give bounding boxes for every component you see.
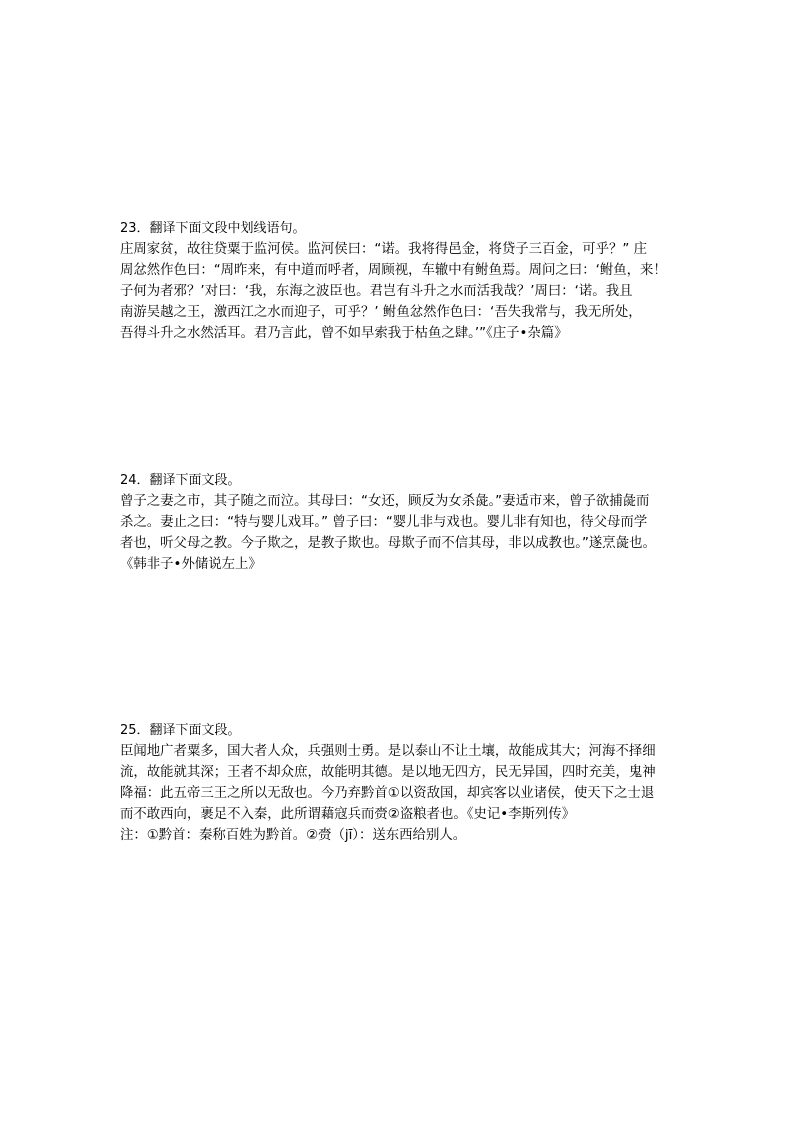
passage-line: 子何为者邪？’对曰：‘我，东海之波臣也。君岂有斗升之水而活我哉？’周曰：‘诺。我且 <box>120 284 633 299</box>
question-title: 25．翻译下面文段。 <box>120 723 241 738</box>
passage-line: 降福：此五帝三王之所以无敌也。今乃弃黔首①以资敌国，却宾客以业诸侯，使天下之士退 <box>120 786 655 801</box>
passage-line: 南游吴越之王，激西江之水而迎子，可乎？’ 鲋鱼忿然作色曰：‘吾失我常与，我无所处， <box>120 305 642 320</box>
question-title: 24．翻译下面文段。 <box>120 473 241 488</box>
passage-line: 者也，听父母之教。今子欺之，是教子欺也。母欺子而不信其母，非以成教也。”遂烹彘也。 <box>120 536 656 551</box>
passage-line: 庄周家贫，故往贷粟于监河侯。监河侯曰：“诺。我将得邑金，将贷子三百金，可乎？” 庄 <box>120 242 647 257</box>
question-title: 23．翻译下面文段中划线语句。 <box>120 221 306 236</box>
passage-line: 吾得斗升之水然活耳。君乃言此，曾不如早索我于枯鱼之肆。’”《庄子•杂篇》 <box>120 326 568 341</box>
passage-line: 而不敢西向，裹足不入秦，此所谓藉寇兵而赍②盗粮者也。《史记•李斯列传》 <box>120 807 576 822</box>
footnote-line: 注：①黔首：秦称百姓为黔首。②赍（jī）：送东西给别人。 <box>120 828 467 843</box>
passage-line: 流，故能就其深；王者不却众庶，故能明其德。是以地无四方，民无异国，四时充美，鬼神 <box>120 765 656 780</box>
passage-line: 杀之。妻止之曰：“特与婴儿戏耳。” 曾子曰：“婴儿非与戏也。婴儿非有知也，待父母而学 <box>120 515 648 530</box>
question-25 <box>120 720 680 846</box>
passage-line: 周忿然作色曰：“周昨来，有中道而呼者，周顾视，车辙中有鲋鱼焉。周问之曰：‘鲋鱼，来！ <box>120 263 667 278</box>
passage-line: 《韩非子•外储说左上》 <box>120 557 262 572</box>
passage-line: 曾子之妻之市，其子随之而泣。其母曰：“女还，顾反为女杀彘。”妻适市来，曾子欲捕彘而 <box>120 494 650 509</box>
question-24 <box>120 470 680 575</box>
passage-line: 臣闻地广者粟多，国大者人众，兵强则士勇。是以泰山不让土壤，故能成其大；河海不择细 <box>120 744 656 759</box>
question-23 <box>120 218 680 344</box>
